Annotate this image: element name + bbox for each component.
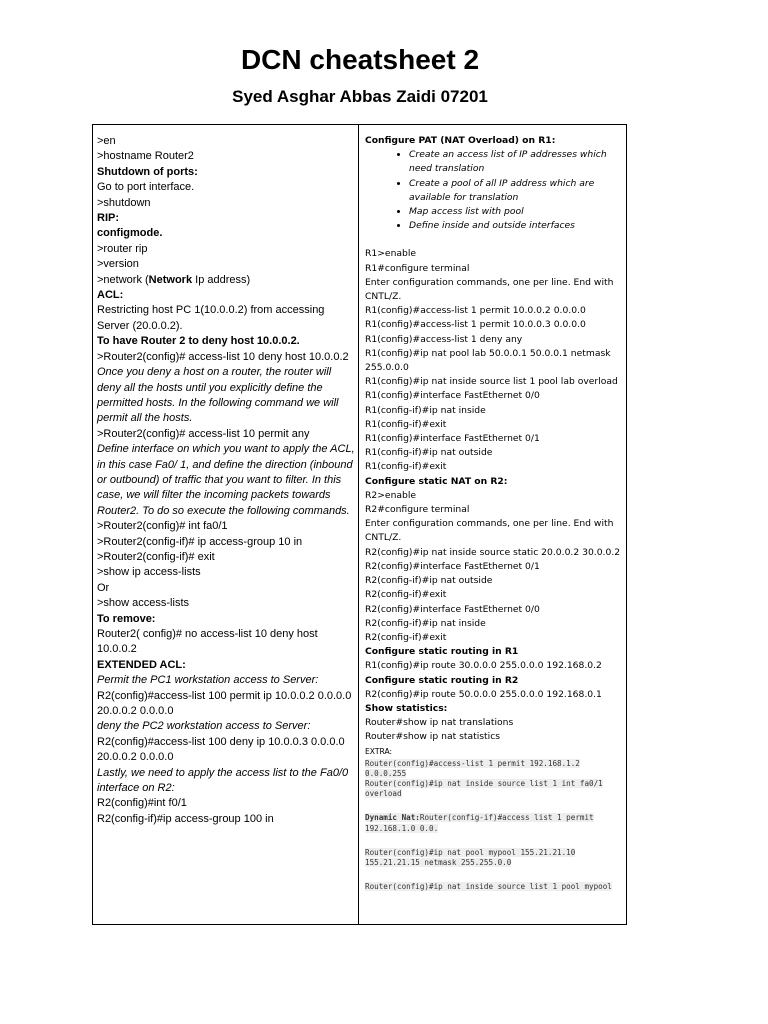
config-line: R1(config)#ip route 30.0.0.0 255.0.0.0 192.168.0.2	[365, 660, 602, 672]
left-line: R2(config)#int f0/1	[97, 797, 187, 810]
config-line: R1(config)#access-list 1 permit 10.0.0.2 0.0.0.0	[365, 305, 586, 317]
pat-step: • Create a pool of all IP address which are available for translation	[409, 177, 625, 205]
left-line: Shutdown of ports:	[97, 165, 198, 178]
column-divider	[358, 125, 359, 924]
config-line: R1(config)#ip nat inside source list 1 pool lab overload	[365, 376, 618, 388]
config-line: R1(config-if)#exit	[365, 418, 447, 430]
left-line: Restricting host PC 1(10.0.0.2) from accessing Server (20.0.0.2).	[97, 304, 325, 332]
left-line: To have Router 2 to deny host 10.0.0.2.	[97, 335, 300, 348]
left-line: >Router2(config)# access-list 10 permit any	[97, 427, 310, 440]
author-name: Syed Asghar Abbas Zaidi 07201	[232, 87, 488, 106]
spacer	[365, 233, 625, 247]
config-line: R2(config)#interface FastEthernet 0/0	[365, 603, 540, 615]
config-line: R2(config)#ip nat inside source static 20.0.0.2 30.0.0.2	[365, 546, 621, 558]
left-line: configmode.	[97, 227, 163, 240]
code-text: Router(config)#ip nat inside source list 1 int fa0/1 overload	[365, 778, 603, 799]
left-line: Once you deny a host on a router, the router will deny all the hosts until you explicitly define the permitted hosts. In the following command we will permit all the hosts.	[97, 366, 339, 425]
left-line: Or	[97, 581, 110, 594]
left-line: >network (Network Ip address)	[97, 273, 251, 286]
config-line: R1(config)#interface FastEthernet 0/1	[365, 433, 540, 445]
left-line: Permit the PC1 workstation access to Server:	[97, 674, 319, 687]
page-title: DCN cheatsheet 2	[240, 44, 480, 75]
config-line: R2>enable	[365, 489, 417, 501]
left-line: >Router2(config-if)# exit	[97, 550, 215, 563]
pat-steps-list	[365, 148, 625, 233]
spacer	[365, 834, 625, 848]
left-line: deny the PC2 workstation access to Server:	[97, 720, 311, 733]
left-line: Define interface on which you want to apply the ACL, in this case Fa0/ 1, and define the direction (inbound or outbound) of traffic that you want to filter. In this case, we will filter the incoming packets towards Router2. To do so execute the following commands.	[97, 443, 355, 517]
left-line: Router2( config)# no access-list 10 deny host 10.0.0.2	[97, 628, 318, 656]
config-line: R1(config-if)#ip nat outside	[365, 447, 493, 459]
left-line: Lastly, we need to apply the access list to the Fa0/0 interface on R2:	[97, 766, 349, 795]
left-line: >hostname Router2	[97, 150, 194, 163]
config-line: R2(config-if)#exit	[365, 631, 447, 643]
pat-heading: Configure PAT (NAT Overload) on R1:	[365, 135, 556, 146]
cheatsheet-table	[92, 124, 627, 925]
config-line: R2#configure terminal	[365, 504, 470, 516]
config-line: R2(config)#ip route 50.0.0.0 255.0.0.0 192.168.0.1	[365, 688, 602, 700]
config-line: R1>enable	[365, 248, 417, 260]
pat-step: • Map access list with pool	[409, 205, 625, 219]
left-line: EXTENDED ACL:	[97, 658, 186, 671]
extra-code-line	[365, 813, 625, 833]
section-heading: Configure static routing in R2	[365, 674, 519, 686]
code-text: Router(config)#ip nat inside source list 1 pool mypool	[365, 882, 612, 892]
right-column	[365, 134, 625, 892]
config-line: R1(config)#access-list 1 deny any	[365, 333, 523, 345]
config-line: R1#configure terminal	[365, 262, 470, 274]
left-line: Go to port interface.	[97, 181, 195, 194]
config-lines	[365, 247, 625, 744]
left-line: >Router2(config-if)# ip access-group 10 in	[97, 535, 303, 548]
pat-step: • Create an access list of IP addresses which need translation	[409, 148, 625, 176]
section-heading: Configure static NAT on R2:	[365, 475, 508, 487]
config-line: Enter configuration commands, one per line. End with CNTL/Z.	[365, 518, 617, 544]
left-line: R2(config)#access-list 100 permit ip 10.0.0.2 0.0.0.0 20.0.0.2 0.0.0.0	[97, 689, 352, 718]
extra-code-line	[365, 779, 625, 799]
code-text: Dynamic Nat:Router(config-if)#access list 1 permit 192.168.1.0 0.0.	[365, 813, 594, 833]
extra-code-line	[365, 759, 625, 779]
config-line: R1(config-if)#ip nat inside	[365, 404, 486, 416]
config-line: Enter configuration commands, one per line. End with CNTL/Z.	[365, 276, 617, 303]
config-line: R1(config)#ip nat pool lab 50.0.0.1 50.0.0.1 netmask 255.0.0.0	[365, 347, 614, 374]
left-line: >router rip	[97, 242, 148, 255]
left-line: >Router2(config)# access-list 10 deny host 10.0.0.2	[97, 350, 349, 363]
left-line: >shutdown	[97, 196, 151, 209]
left-line: RIP:	[97, 212, 119, 225]
left-column	[97, 134, 355, 827]
extra-code-line	[365, 882, 625, 892]
pat-step: • Define inside and outside interfaces	[409, 219, 625, 233]
spacer	[365, 799, 625, 813]
left-line: >en	[97, 135, 116, 147]
extra-code-line	[365, 848, 625, 868]
config-line: R1(config-if)#exit	[365, 461, 447, 473]
left-line: R2(config)#access-list 100 deny ip 10.0.0.3 0.0.0.0 20.0.0.2 0.0.0.0	[97, 735, 345, 764]
config-line: Router#show ip nat statistics	[365, 731, 501, 743]
section-heading: Configure static routing in R1	[365, 646, 519, 658]
config-line: R2(config-if)#ip nat outside	[365, 575, 493, 587]
extra-label: EXTRA:	[365, 746, 393, 756]
left-line: ACL:	[97, 289, 124, 302]
code-text: Router(config)#ip nat pool mypool 155.21.21.10 155.21.21.15 netmask 255.255.0.0	[365, 847, 576, 867]
config-line: R1(config)#interface FastEthernet 0/0	[365, 390, 540, 402]
left-line: >show access-lists	[97, 597, 190, 610]
left-line: >version	[97, 258, 139, 271]
extra-code	[365, 759, 625, 893]
code-text: Router(config)#access-list 1 permit 192.168.1.2 0.0.0.255	[365, 758, 580, 778]
left-line: To remove:	[97, 612, 156, 625]
config-line: R1(config)#access-list 1 permit 10.0.0.3 0.0.0.0	[365, 319, 586, 331]
spacer	[365, 868, 625, 882]
left-line: >show ip access-lists	[97, 566, 201, 579]
config-line: R2(config-if)#ip nat inside	[365, 617, 486, 629]
left-line: R2(config-if)#ip access-group 100 in	[97, 812, 274, 825]
left-line: >Router2(config)# int fa0/1	[97, 520, 228, 533]
config-line: Router#show ip nat translations	[365, 717, 514, 729]
section-heading: Show statistics:	[365, 702, 448, 714]
config-line: R2(config)#interface FastEthernet 0/1	[365, 560, 540, 572]
config-line: R2(config-if)#exit	[365, 589, 447, 601]
